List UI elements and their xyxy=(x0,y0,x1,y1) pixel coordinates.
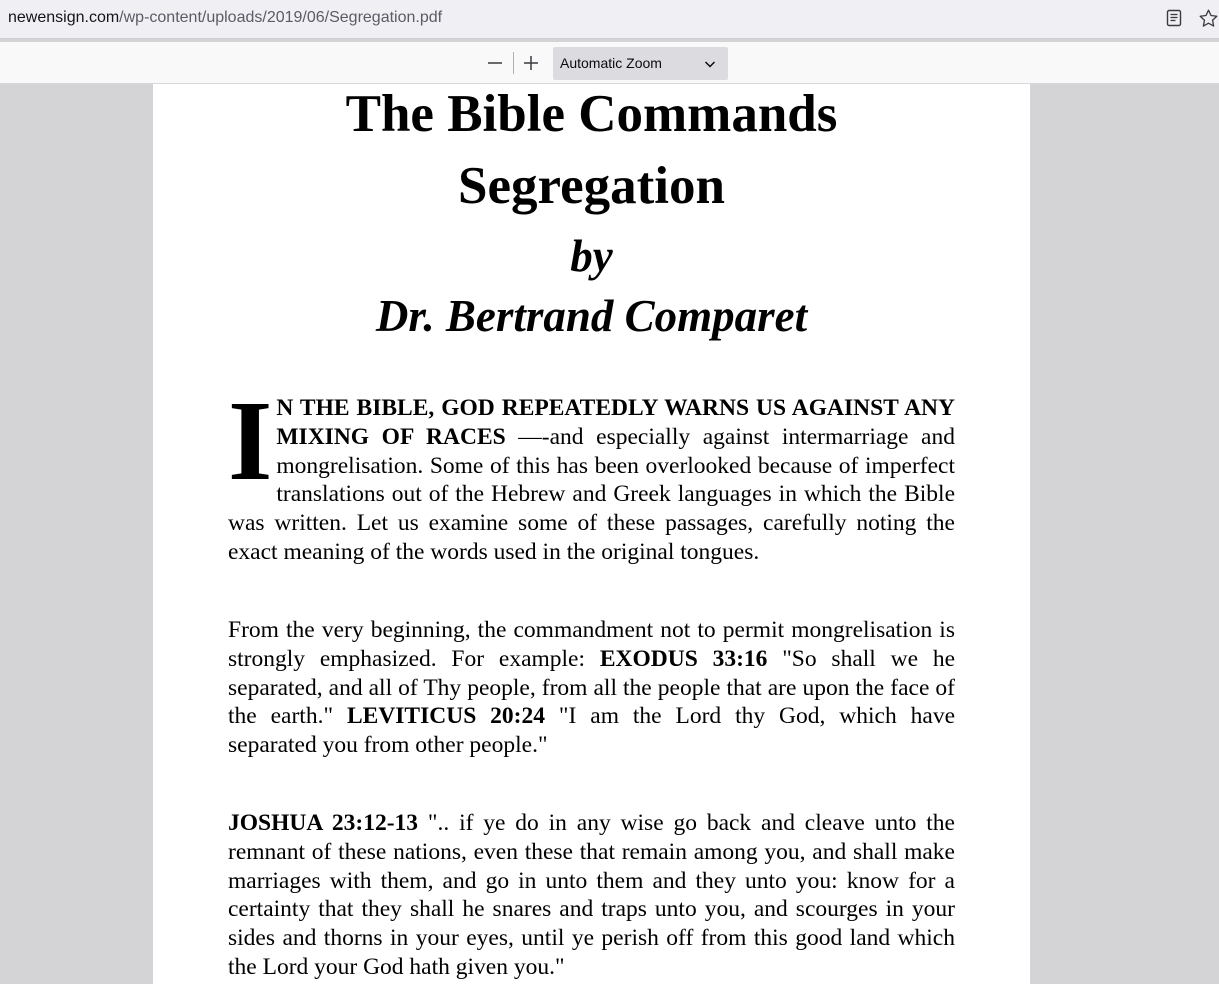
author-name: Dr. Bertrand Comparet xyxy=(375,291,808,341)
scripture-reference: EXODUS 33:16 xyxy=(599,645,768,672)
bookmark-star-icon[interactable] xyxy=(1198,8,1219,29)
zoom-out-button[interactable] xyxy=(480,48,510,78)
byline: by xyxy=(570,231,613,281)
chevron-down-icon xyxy=(703,57,717,71)
paragraph-joshua xyxy=(228,809,955,982)
scripture-reference: LEVITICUS 20:24 xyxy=(346,703,546,730)
zoom-select-label: Automatic Zoom xyxy=(560,55,662,71)
paragraph-text: "I am the Lord thy God, which have separated you from other people." xyxy=(228,703,955,759)
paragraph-text: "So shall we he separated, and all of Thy people, from all the people that are upon the face of the earth." xyxy=(228,645,955,730)
plus-icon xyxy=(523,55,539,71)
url-domain: newensign.com xyxy=(8,9,120,26)
pdf-page xyxy=(153,84,1030,984)
zoom-select[interactable] xyxy=(553,47,728,80)
lead-in-text: N THE BIBLE, GOD REPEATEDLY WARNS US AGAINST ANY MIXING OF RACES xyxy=(276,395,955,450)
paragraph-text: —-and especially against intermarriage and mongrelisation. Some of this has been overlooked because of imperfect translations out of the Hebrew and Greek languages in which the Bible was written. Let us examine some of these passages, carefully noting the exact meaning of the words used in the original tongues. xyxy=(228,423,955,565)
minus-icon xyxy=(487,55,503,71)
document-title-line1: The Bible Commands xyxy=(345,85,838,143)
zoom-in-button[interactable] xyxy=(516,48,546,78)
url-path: /wp-content/uploads/2019/06/Segregation.pdf xyxy=(119,9,443,26)
toolbar-separator xyxy=(513,52,514,74)
document-title-line2: Segregation xyxy=(458,157,725,215)
paragraph-intro xyxy=(228,377,955,567)
paragraph-text: From the very beginning, the commandment not to permit mongrelisation is strongly emphasized. For example: xyxy=(228,617,955,672)
paragraph-text: ".. if ye do in any wise go back and cleave unto the remnant of these nations, even these that remain among you, and shall make marriages with them, and go in unto them and they unto you: know for a certainty that they shall he snares and traps unto you, and scourges in your sides and thorns in your eyes, until ye perish off from this good land which the Lord your God hath given you." xyxy=(228,810,955,980)
scripture-reference: JOSHUA 23:12-13 xyxy=(228,810,419,836)
paragraph-exodus xyxy=(228,616,955,760)
url-text[interactable] xyxy=(8,9,442,27)
pdf-toolbar xyxy=(0,42,1219,84)
pdf-viewer[interactable] xyxy=(0,84,1219,980)
reader-view-icon[interactable] xyxy=(1165,9,1183,27)
drop-cap: I xyxy=(228,377,273,504)
address-bar[interactable] xyxy=(0,0,1219,39)
